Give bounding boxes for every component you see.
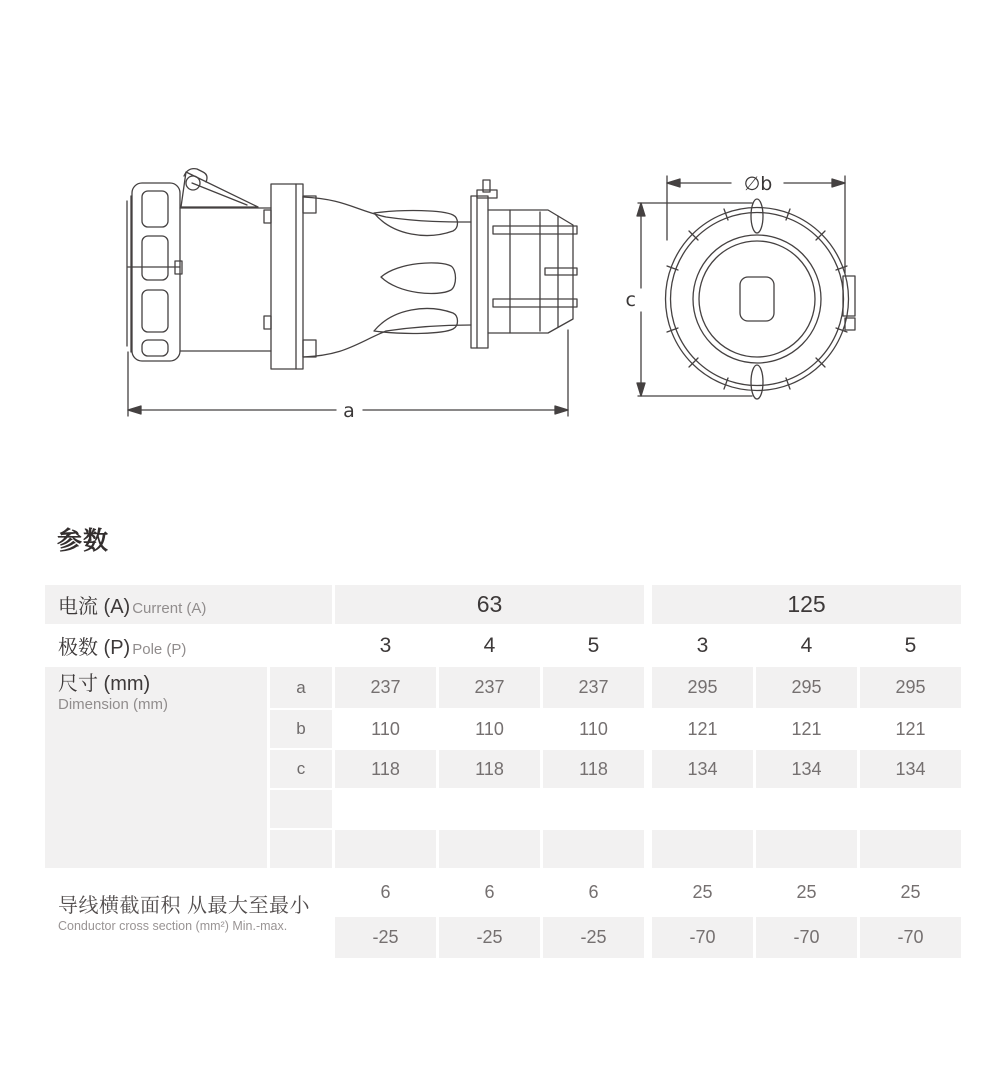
pole-label — [45, 626, 332, 665]
pole-value: 5 — [587, 633, 600, 657]
dim-a-value: 237 — [439, 667, 540, 708]
conductor-min-value: -25 — [335, 917, 436, 958]
pole-value: 3 — [696, 633, 709, 657]
dim-sub-b: b — [270, 710, 332, 748]
dim-a-value: 295 — [860, 667, 961, 708]
dim-a-value: 237 — [543, 667, 644, 708]
empty-cell — [756, 790, 857, 828]
dim-c-value: 134 — [860, 750, 961, 788]
conductor-label-zh: 导线横截面积 从最大至最小 — [58, 895, 311, 917]
dim-b-value: 121 — [687, 718, 718, 739]
empty-cell — [439, 830, 540, 868]
conductor-max-value: 25 — [796, 882, 817, 902]
conductor-label — [45, 870, 332, 958]
dim-sub-a: a — [270, 667, 332, 708]
empty-cell — [335, 830, 436, 868]
conductor-max-value: 25 — [692, 882, 713, 902]
empty-cell — [652, 830, 753, 868]
empty-cell — [860, 830, 961, 868]
empty-cell — [860, 790, 961, 828]
dim-c-value: 134 — [756, 750, 857, 788]
dim-sub-empty — [270, 790, 332, 828]
conductor-max-value: 6 — [380, 882, 391, 902]
dim-b-label: ∅b — [743, 173, 773, 195]
group-gap — [647, 830, 649, 868]
dim-b-value: 110 — [579, 718, 608, 739]
dim-a-value: 295 — [652, 667, 753, 708]
technical-drawings — [0, 0, 1001, 470]
current-group-63: 63 — [335, 585, 644, 624]
dim-c-value: 118 — [335, 750, 436, 788]
dim-c-label: c — [625, 289, 636, 311]
conductor-max-value: 6 — [484, 882, 495, 902]
conductor-max-value: 25 — [900, 882, 921, 902]
group-gap — [647, 870, 649, 915]
dimension-label-en: Dimension (mm) — [58, 696, 169, 713]
parameter-table — [42, 583, 964, 960]
empty-cell — [652, 790, 753, 828]
current-label-en: Current (A) — [132, 600, 207, 617]
conductor-max-value: 6 — [588, 882, 599, 902]
dim-c-value: 134 — [652, 750, 753, 788]
conductor-min-value: -25 — [439, 917, 540, 958]
group-gap — [647, 917, 649, 958]
conductor-min-value: -70 — [652, 917, 753, 958]
group-gap — [647, 667, 649, 708]
conductor-min-value: -70 — [756, 917, 857, 958]
empty-cell — [756, 830, 857, 868]
pole-row — [45, 626, 961, 665]
current-group-125: 125 — [652, 585, 961, 624]
dim-b-value: 110 — [475, 718, 504, 739]
group-gap — [647, 790, 649, 828]
current-label — [45, 585, 332, 624]
empty-cell — [335, 790, 436, 828]
page-title: 参数 — [57, 527, 110, 555]
pole-value: 3 — [379, 633, 392, 657]
group-gap — [647, 626, 649, 665]
dim-sub-c: c — [270, 750, 332, 788]
conductor-max-row — [45, 870, 961, 915]
conductor-min-value: -25 — [543, 917, 644, 958]
pole-label-en: Pole (P) — [132, 641, 187, 658]
dimension-label — [45, 667, 267, 868]
current-label-zh: 电流 (A) — [58, 596, 131, 618]
dim-a-value: 295 — [756, 667, 857, 708]
dim-sub-empty — [270, 830, 332, 868]
dim-a-label: a — [343, 400, 355, 422]
dim-a-value: 237 — [335, 667, 436, 708]
side-view-drawing — [127, 169, 577, 369]
conductor-min-value: -70 — [860, 917, 961, 958]
dim-b-value: 121 — [895, 718, 926, 739]
group-gap — [647, 750, 649, 788]
pole-label-zh: 极数 (P) — [58, 637, 131, 659]
dim-c-value: 118 — [439, 750, 540, 788]
empty-cell — [543, 790, 644, 828]
empty-cell — [439, 790, 540, 828]
group-gap — [647, 710, 649, 748]
current-row — [45, 585, 961, 624]
front-view-drawing — [666, 199, 856, 399]
group-gap — [647, 585, 649, 624]
pole-value: 5 — [904, 633, 917, 657]
dim-c-value: 118 — [543, 750, 644, 788]
dimension-label-zh: 尺寸 (mm) — [58, 673, 151, 695]
dimension-row-a — [45, 667, 961, 708]
conductor-label-en: Conductor cross section (mm²) Min.-max. — [58, 919, 288, 933]
pole-value: 4 — [483, 633, 496, 657]
dim-b-value: 110 — [371, 718, 400, 739]
dim-b-value: 121 — [791, 718, 822, 739]
empty-cell — [543, 830, 644, 868]
pole-value: 4 — [800, 633, 813, 657]
